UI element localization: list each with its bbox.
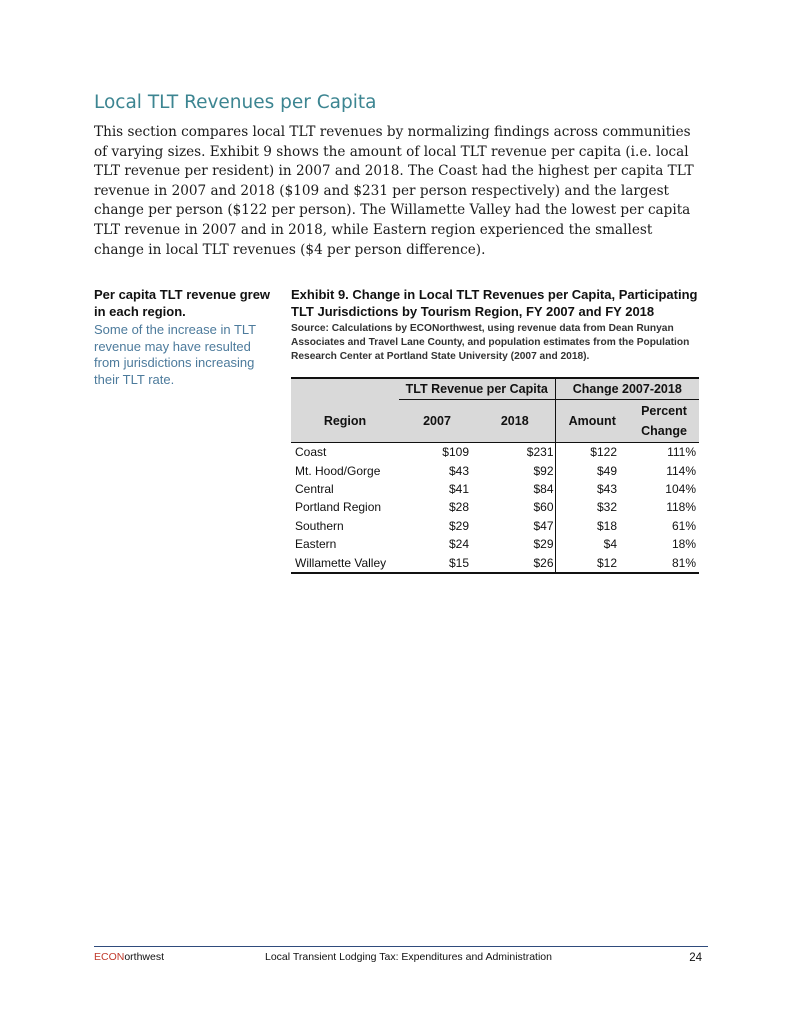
cell-amount: $122	[555, 443, 629, 462]
cell-2018: $84	[475, 480, 555, 498]
exhibit-caption	[291, 286, 701, 364]
section-heading: Local TLT Revenues per Capita	[94, 92, 377, 113]
cell-region: Eastern	[295, 537, 337, 552]
cell-2007: $109	[399, 443, 475, 462]
header-2007: 2007	[399, 400, 475, 443]
tlt-per-capita-table	[291, 377, 699, 574]
cell-percent: 104%	[665, 481, 696, 496]
page-number: 24	[689, 952, 702, 964]
cell-amount: $18	[596, 518, 617, 533]
cell-2018: $29	[475, 535, 555, 553]
cell-percent: 61%	[671, 518, 696, 533]
cell-2007: $43	[448, 463, 469, 478]
exhibit-source: Source: Calculations by ECONorthwest, using revenue data from Dean Runyan Associates and Travel Lane County, and population estimates from the Population Research Center at Portland State University (2007 and 2018).	[291, 323, 690, 362]
sidenote-title: Per capita TLT revenue grew in each region.	[94, 287, 271, 319]
header-percent-change	[629, 400, 699, 443]
header-tlt-revenue-per-capita: TLT Revenue per Capita	[399, 378, 555, 400]
cell-2018: $231	[475, 443, 555, 462]
sidenote	[94, 286, 274, 388]
header-2018: 2018	[475, 400, 555, 443]
table-row	[291, 517, 699, 535]
header-percent-line1: Percent	[641, 404, 687, 418]
cell-percent: 18%	[671, 537, 696, 552]
footer-rule	[94, 946, 708, 947]
cell-2007: $29	[448, 518, 469, 533]
table-row	[291, 480, 699, 498]
cell-2018: $92	[475, 461, 555, 479]
cell-amount: $32	[596, 500, 617, 515]
cell-region: Coast	[291, 443, 399, 462]
cell-region: Mt. Hood/Gorge	[295, 463, 381, 478]
header-amount: Amount	[555, 400, 629, 443]
cell-2007: $15	[399, 553, 475, 572]
cell-amount: $49	[596, 463, 617, 478]
cell-percent: 111%	[629, 443, 699, 462]
cell-2018: $26	[475, 553, 555, 572]
cell-2018: $60	[475, 498, 555, 516]
intro-paragraph: This section compares local TLT revenues by normalizing findings across communities of varying sizes. Exhibit 9 shows the amount of local TLT revenue per capita (i.e. local TLT revenue per resident) in 2007 and 2018. The Coast had the highest per capita TLT revenue in 2007 and 2018 ($109 and $231 per person respectively) and the largest change per person ($122 per person). The Willamette Valley had the lowest per capita TLT revenue in 2007 and in 2018, while Eastern region experienced the smallest change in local TLT revenues ($4 per person difference).	[94, 124, 694, 258]
table-row	[291, 535, 699, 553]
table-row	[291, 461, 699, 479]
header-region: Region	[291, 400, 399, 443]
page-footer	[94, 951, 708, 967]
footer-doc-title: Local Transient Lodging Tax: Expenditures and Administration	[265, 951, 552, 963]
cell-percent: 114%	[666, 463, 696, 478]
cell-percent: 118%	[666, 500, 696, 515]
cell-region: Willamette Valley	[291, 553, 399, 572]
cell-percent: 81%	[629, 553, 699, 572]
cell-2007: $24	[448, 537, 469, 552]
table-row	[291, 498, 699, 516]
cell-amount: $12	[555, 553, 629, 572]
cell-region: Central	[295, 481, 334, 496]
table-row	[291, 553, 699, 572]
exhibit-title: Exhibit 9. Change in Local TLT Revenues per Capita, Participating TLT Jurisdictions by Tourism Region, FY 2007 and FY 2018	[291, 287, 698, 319]
cell-region: Portland Region	[295, 500, 382, 515]
cell-region: Southern	[295, 518, 344, 533]
header-blank	[291, 378, 399, 400]
table-row	[291, 443, 699, 462]
cell-2007: $41	[448, 481, 469, 496]
footer-brand	[94, 951, 164, 963]
cell-2007: $28	[448, 500, 469, 515]
footer-brand-suffix: orthwest	[124, 951, 165, 963]
header-change-2007-2018: Change 2007-2018	[555, 378, 699, 400]
table-body	[291, 443, 699, 573]
cell-amount: $4	[603, 537, 617, 552]
cell-2018: $47	[475, 517, 555, 535]
sidenote-text: Some of the increase in TLT revenue may have resulted from jurisdictions increasing their TLT rate.	[94, 322, 256, 387]
footer-brand-prefix: ECON	[94, 951, 125, 963]
cell-amount: $43	[596, 481, 617, 496]
header-percent-line2: Change	[641, 424, 687, 438]
